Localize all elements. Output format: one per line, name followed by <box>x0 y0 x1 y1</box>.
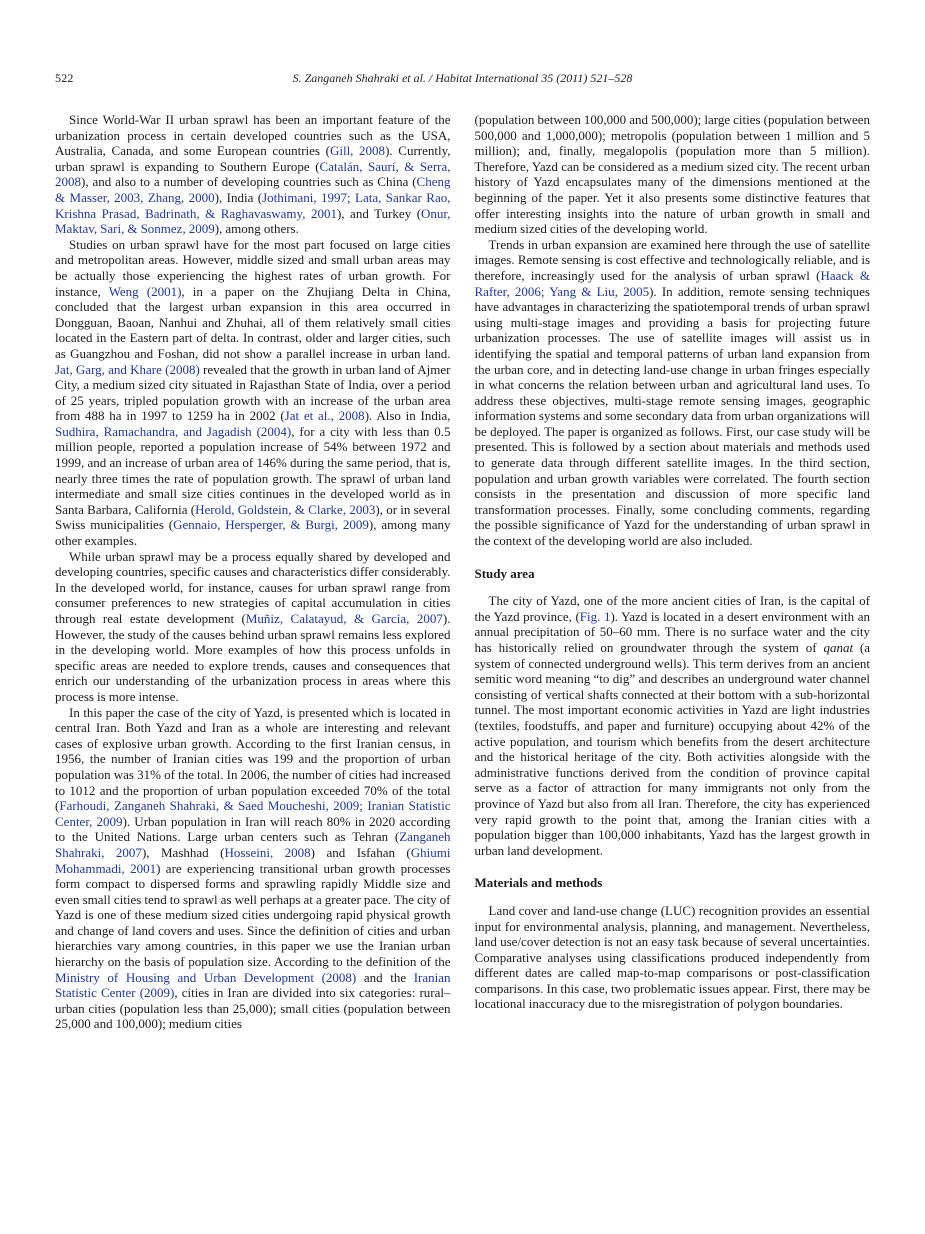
page-number: 522 <box>55 71 74 85</box>
section-heading: Study area <box>474 565 535 581</box>
citation-link[interactable]: Haack & Rafter, 2006; Yang & Liu, 2005 <box>474 267 870 299</box>
paragraph: Since World-War II urban sprawl has been an important feature of the urbanization process in certain developed countries such as the USA, Australia, Canada, and some European countries (Gill, 2008). Currently, urban sprawl is expanding to Southern Europe (Catalán, Saurí, & Serra, 2008), and also to a number of developing countries such as China (Cheng & Masser, 2003, Zhang, 2000), India (Jothimani, 1997; Lata, Sankar Rao, Krishna Prasad, Badrinath, & Raghavaswamy, 2001), and Turkey (Onur, Maktav, Sari, & Sonmez, 2009), among others. <box>55 112 451 237</box>
citation-link[interactable]: Iranian Statistic Center (2009) <box>55 969 451 1001</box>
paragraph: Trends in urban expansion are examined here through the use of satellite images. Remote sensing is cost effective and technologically reliable, and is therefore, increasingly used for the analysis of urban sprawl (Haack & Rafter, 2006; Yang & Liu, 2005). In addition, remote sensing techniques have advantages in characterizing the spatiotemporal trends of urban sprawl using multi-stage images and providing a basis for projecting future urbanization processes. The use of satellite images will assist us in identifying the spatial and temporal patterns of urban land expansion from the urban core, and in detecting land-use change in urban fringes especially in what concerns the relation between urban and agricultural land uses. To address these objectives, multi-stage remote sensing images, geographic information systems and some secondary data from urban organizations will be deployed. The paper is organized as follows. First, our case study will be presented. This is followed by a section about materials and methods used to generate data through different satellite images. In the third section, population and urban growth variables were correlated. The fourth section consists in the presentation and discussion of more specific land transformation processes. Finally, some concluding comments, regarding the possible significance of Yazd for the understanding of urban sprawl in the context of the developing world are also included. <box>474 236 870 549</box>
right-column <box>475 112 871 1012</box>
citation-link[interactable]: Ministry of Housing and Urban Development (2008) <box>55 969 357 985</box>
citation-link[interactable]: Sudhira, Ramachandra, and Jagadish (2004) <box>55 423 292 439</box>
citation-link[interactable]: Gill, 2008 <box>329 143 386 159</box>
citation-link[interactable]: Catalán, Saurí, & Serra, 2008 <box>55 158 451 190</box>
citation-link[interactable]: Weng (2001) <box>108 283 182 299</box>
citation-link[interactable]: Jothimani, 1997; Lata, Sankar Rao, Krishna Prasad, Badrinath, & Raghavaswamy, 2001 <box>55 189 451 221</box>
citation-link[interactable]: Jat, Garg, and Khare (2008) <box>55 361 200 377</box>
citation-link[interactable]: Fig. 1 <box>579 608 611 624</box>
left-column <box>55 112 451 1032</box>
citation-link[interactable]: Herold, Goldstein, & Clarke, 2003 <box>195 501 376 517</box>
citation-link[interactable]: Onur, Maktav, Sari, & Sonmez, 2009 <box>55 205 451 237</box>
paragraph: (population between 100,000 and 500,000); large cities (population between 500,000 and 1,000,000); metropolis (population between 1 million and 5 million); and, finally, megalopolis (population more than 5 million). Therefore, Yazd can be considered as a medium sized city. The recent urban history of Yazd encapsulates many of the dimensions mentioned at the beginning of the paper. Yet it also presents some distinctive features that offer interesting insights into the nature of urban growth in small and medium sized cities of the developing world. <box>474 112 870 237</box>
paragraph: In this paper the case of the city of Yazd, is presented which is located in central Iran. Both Yazd and Iran as a whole are interesting and relevant cases of explosive urban growth. According to the first Iranian census, in 1956, the number of Iranian cities was 199 and the proportion of urban population was 31% of the total. In 2006, the number of cities had increased to 1012 and the proportion of urban population exceeded 70% of the total (Farhoudi, Zanganeh Shahraki, & Saed Moucheshi, 2009; Iranian Statistic Center, 2009). Urban population in Iran will reach 80% in 2020 according to the United Nations. Large urban centers such as Tehran (Zanganeh Shahraki, 2007), Mashhad (Hosseini, 2008) and Isfahan (Ghiumi Mohammadi, 2001) are experiencing transitional urban growth processes form compact to dispersed forms and sprawling rapidly Middle size and even small cities tend to sprawl as well perhaps at a greater pace. The city of Yazd is one of these medium sized cities undergoing rapid physical growth and change of land covers and uses. Since the definition of cities and urban hierarchies vary among countries, in this paper we use the Iranian urban hierarchy on the basis of population size. According to the definition of the Ministry of Housing and Urban Development (2008) and the Iranian Statistic Center (2009), cities in Iran are divided into six categories: rural–urban cities (population less than 25,000); small cities (population between 25,000 and 100,000); medium cities <box>55 704 451 1032</box>
paragraph: The city of Yazd, one of the more ancient cities of Iran, is the capital of the Yazd province, (Fig. 1). Yazd is located in a desert environment with an annual precipitation of 50–60 mm. There is no surface water and the city has historically relied on groundwater through the system of qanat (a system of connected underground wells). This term derives from an ancient semitic word meaning “to dig” and describes an underground water channel consisting of vertical shafts connected at their bottom with a sub-horizontal tunnel. The most important economic activities in Yazd are light industries (textiles, foodstuffs, and paper and furniture) occupying about 42% of the active population, and tourism which benefits from the desert architecture and the historical heritage of the city. Both activities alongside with the administrative functions derived from the condition of province capital serve as a factor of attraction for many immigrants not only from the province of Yazd but also from all Iran. Therefore, the city has experienced very rapid growth to the point that, among the Iranian cities with a population bigger than 100,000 inhabitants, Yazd has the largest growth in urban land development. <box>474 593 871 858</box>
article-body <box>55 112 870 1032</box>
citation-link[interactable]: Jat et al., 2008 <box>284 408 365 424</box>
citation-link[interactable]: Cheng & Masser, 2003, Zhang, 2000 <box>55 174 451 205</box>
citation-link[interactable]: Farhoudi, Zanganeh Shahraki, & Saed Moucheshi, 2009; Iranian Statistic Center, 2009 <box>55 798 451 829</box>
paragraph: While urban sprawl may be a process equally shared by developed and developing countries, specific causes and characteristics differ considerably. In the developed world, for instance, causes for urban sprawl range from consumer preferences to new strategies of capital accumulation in cities through real estate development (Muñiz, Calatayud, & García, 2007). However, the study of the causes behind urban sprawl remains less explored in the developing world. More examples of how this process unfolds in specific areas are needed to explore trends, causes and consequences that enrich our understanding of the urbanization process in areas where this process is more intense. <box>55 548 451 704</box>
running-head: S. Zanganeh Shahraki et al. / Habitat International 35 (2011) 521–528 <box>292 71 633 85</box>
paragraph: Land cover and land-use change (LUC) recognition provides an essential input for environmental analysis, planning, and management. Nevertheless, land use/cover detection is not an easy task because of several uncertainties. Comparative analyses using classifications produced independently from different dates are called map-to-map comparisons or post-classification comparisons. In this case, two problematic issues appear. First, there may be locational inaccuracy due to the misregistration of polygon boundaries. <box>474 902 870 1012</box>
citation-link[interactable]: Muñiz, Calatayud, & García, 2007 <box>245 611 443 626</box>
section-heading: Materials and methods <box>474 875 603 891</box>
citation-link[interactable]: Gennaio, Hersperger, & Burgi, 2009 <box>173 517 369 533</box>
page-header <box>55 70 870 86</box>
paragraph: Studies on urban sprawl have for the most part focused on large cities and metropolitan areas. However, middle sized and small urban areas may be actually those experiencing the highest rates of urban growth. For instance, Weng (2001), in a paper on the Zhujiang Delta in China, concluded that the largest urban expansion in this area occurred in Dongguan, Baoan, Nanhui and Zhuhai, all of them relatively small cities located in the Eastern part of delta. In contrast, older and larger cities, such as Guangzhou and Foshan, did not show a parallel increase in urban land. Jat, Garg, and Khare (2008) revealed that the growth in urban land of Ajmer City, a medium sized city situated in Rajasthan State of India, over a period of 25 years, tripled population growth with an increase of the urban area from 488 ha in 1997 to 1259 ha in 2002 (Jat et al., 2008). Also in India, Sudhira, Ramachandra, and Jagadish (2004), for a city with less than 0.5 million people, reported a population increase of 54% between 1972 and 1999, and an increase of urban area of 146% during the same period, that is, nearly three times the rate of population growth. The sprawl of urban land intermediate and small size cities continues in the developed world as in Santa Barbara, California (Herold, Goldstein, & Clarke, 2003), or in several Swiss municipalities (Gennaio, Hersperger, & Burgi, 2009), among many other examples. <box>55 236 451 549</box>
italic-term: qanat <box>823 640 854 655</box>
citation-link[interactable]: Hosseini, 2008 <box>224 844 311 860</box>
citation-link[interactable]: Ghiumi Mohammadi, 2001 <box>55 844 451 876</box>
citation-link[interactable]: Zanganeh Shahraki, 2007 <box>55 829 451 860</box>
